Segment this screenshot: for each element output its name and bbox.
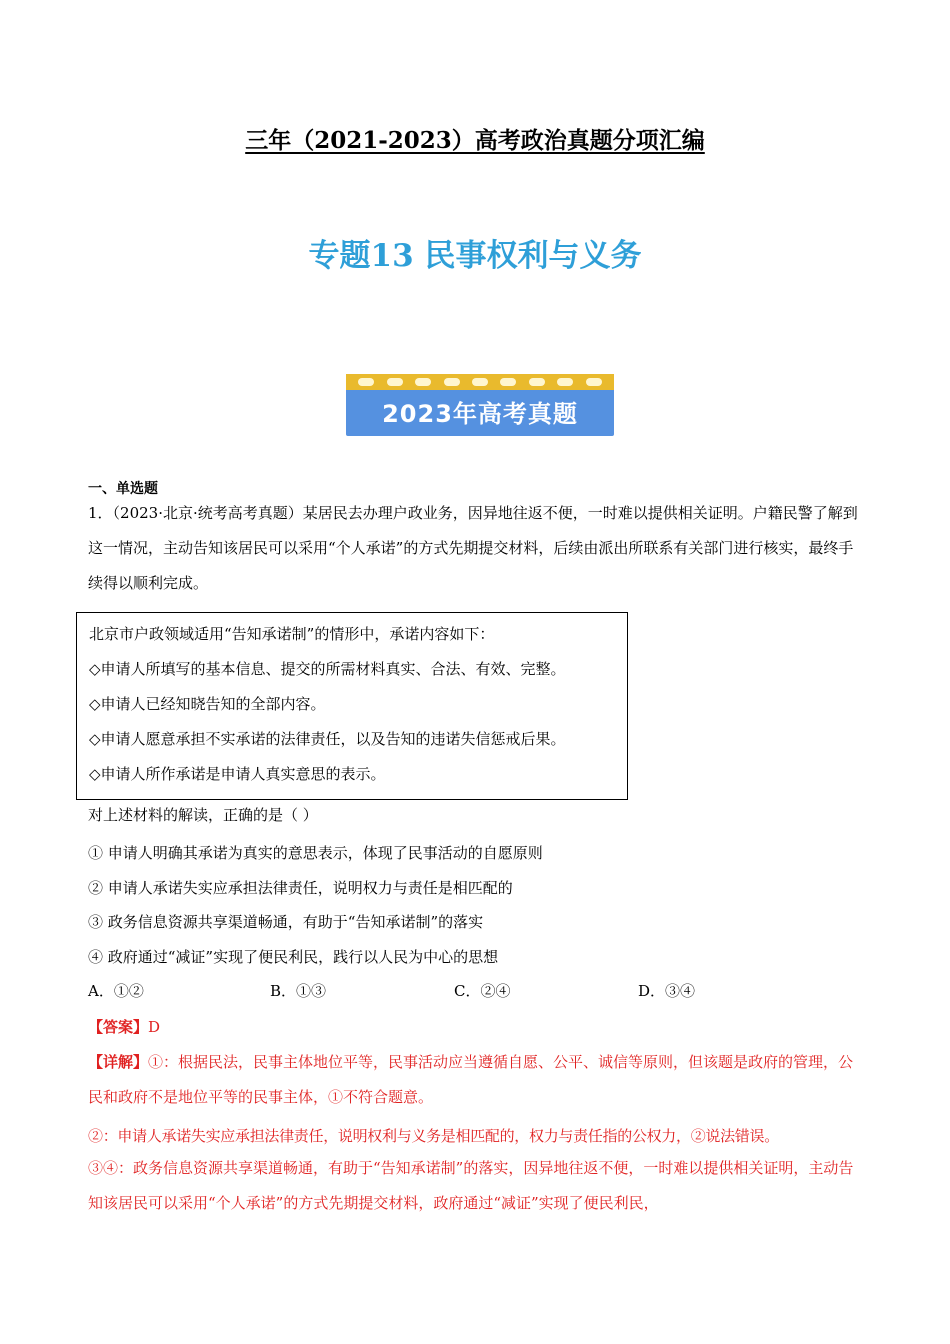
material-box: [76, 612, 628, 800]
banner-dot: [387, 378, 403, 386]
banner-dot: [444, 378, 460, 386]
statement-1: ① 申请人明确其承诺为真实的意思表示，体现了民事活动的自愿原则: [88, 844, 543, 862]
material-line: 北京市户政领域适用“告知承诺制”的情形中，承诺内容如下：: [89, 625, 495, 643]
answer-value: D: [148, 1018, 161, 1036]
answer-options: [88, 980, 828, 1004]
answer-tag: 【答案】: [88, 1018, 149, 1036]
banner-dot-strip: [346, 374, 614, 390]
detail-tag: 【详解】: [88, 1053, 149, 1071]
banner-dot: [500, 378, 516, 386]
option-b: B．①③: [270, 982, 327, 1000]
option-d: D．③④: [638, 982, 696, 1000]
option-a: A．①②: [88, 982, 144, 1000]
statement-2: ② 申请人承诺失实应承担法律责任，说明权力与责任是相匹配的: [88, 879, 513, 897]
material-line: ◇申请人愿意承担不实承诺的法律责任，以及告知的违诺失信惩戒后果。: [89, 730, 566, 748]
detail-paragraph-3: ③④：政务信息资源共享渠道畅通，有助于“告知承诺制”的落实，因异地往返不便，一时难以提供相关证明，主动告知该居民可以采用“个人承诺”的方式先期提交材料，政府通过“减证”实现了便民利民，: [88, 1159, 854, 1212]
topic-title: 专题13 民事权利与义务: [308, 238, 642, 274]
banner-dot: [529, 378, 545, 386]
banner-dot: [586, 378, 602, 386]
option-c: C．②④: [454, 982, 511, 1000]
detail-paragraph-2: ②：申请人承诺失实应承担法律责任，说明权利与义务是相匹配的，权力与责任指的公权力，②说法错误。: [88, 1127, 779, 1145]
question-stem: 1．（2023·北京·统考高考真题）某居民去办理户政业务，因异地往返不便，一时难以提供相关证明。户籍民警了解到这一情况，主动告知该居民可以采用“个人承诺”的方式先期提交材料，后续由派出所联系有关部门进行核实，最终手续得以顺利完成。: [88, 504, 858, 592]
banner-dot: [557, 378, 573, 386]
banner-dot: [472, 378, 488, 386]
material-line: ◇申请人所填写的基本信息、提交的所需材料真实、合法、有效、完整。: [89, 660, 566, 678]
banner-dot: [415, 378, 431, 386]
material-line: ◇申请人所作承诺是申请人真实意思的表示。: [89, 765, 386, 783]
banner-label: 2023年高考真题: [382, 400, 578, 428]
series-title: 三年（2021-2023）高考政治真题分项汇编: [245, 127, 705, 154]
year-banner: [346, 374, 614, 436]
question-prompt: 对上述材料的解读，正确的是（ ）: [88, 806, 318, 824]
banner-dot: [358, 378, 374, 386]
material-line: ◇申请人已经知晓告知的全部内容。: [89, 695, 326, 713]
section-heading: 一、单选题: [88, 481, 158, 497]
detail-paragraph-1: [88, 1045, 862, 1115]
answer-line: [88, 1016, 160, 1037]
statement-3: ③ 政务信息资源共享渠道畅通，有助于“告知承诺制”的落实: [88, 913, 484, 931]
statement-4: ④ 政府通过“减证”实现了便民利民，践行以人民为中心的思想: [88, 948, 499, 966]
detail-text-1: ①：根据民法，民事主体地位平等，民事活动应当遵循自愿、公平、诚信等原则，但该题是政府的管理，公民和政府不是地位平等的民事主体，①不符合题意。: [88, 1053, 854, 1106]
